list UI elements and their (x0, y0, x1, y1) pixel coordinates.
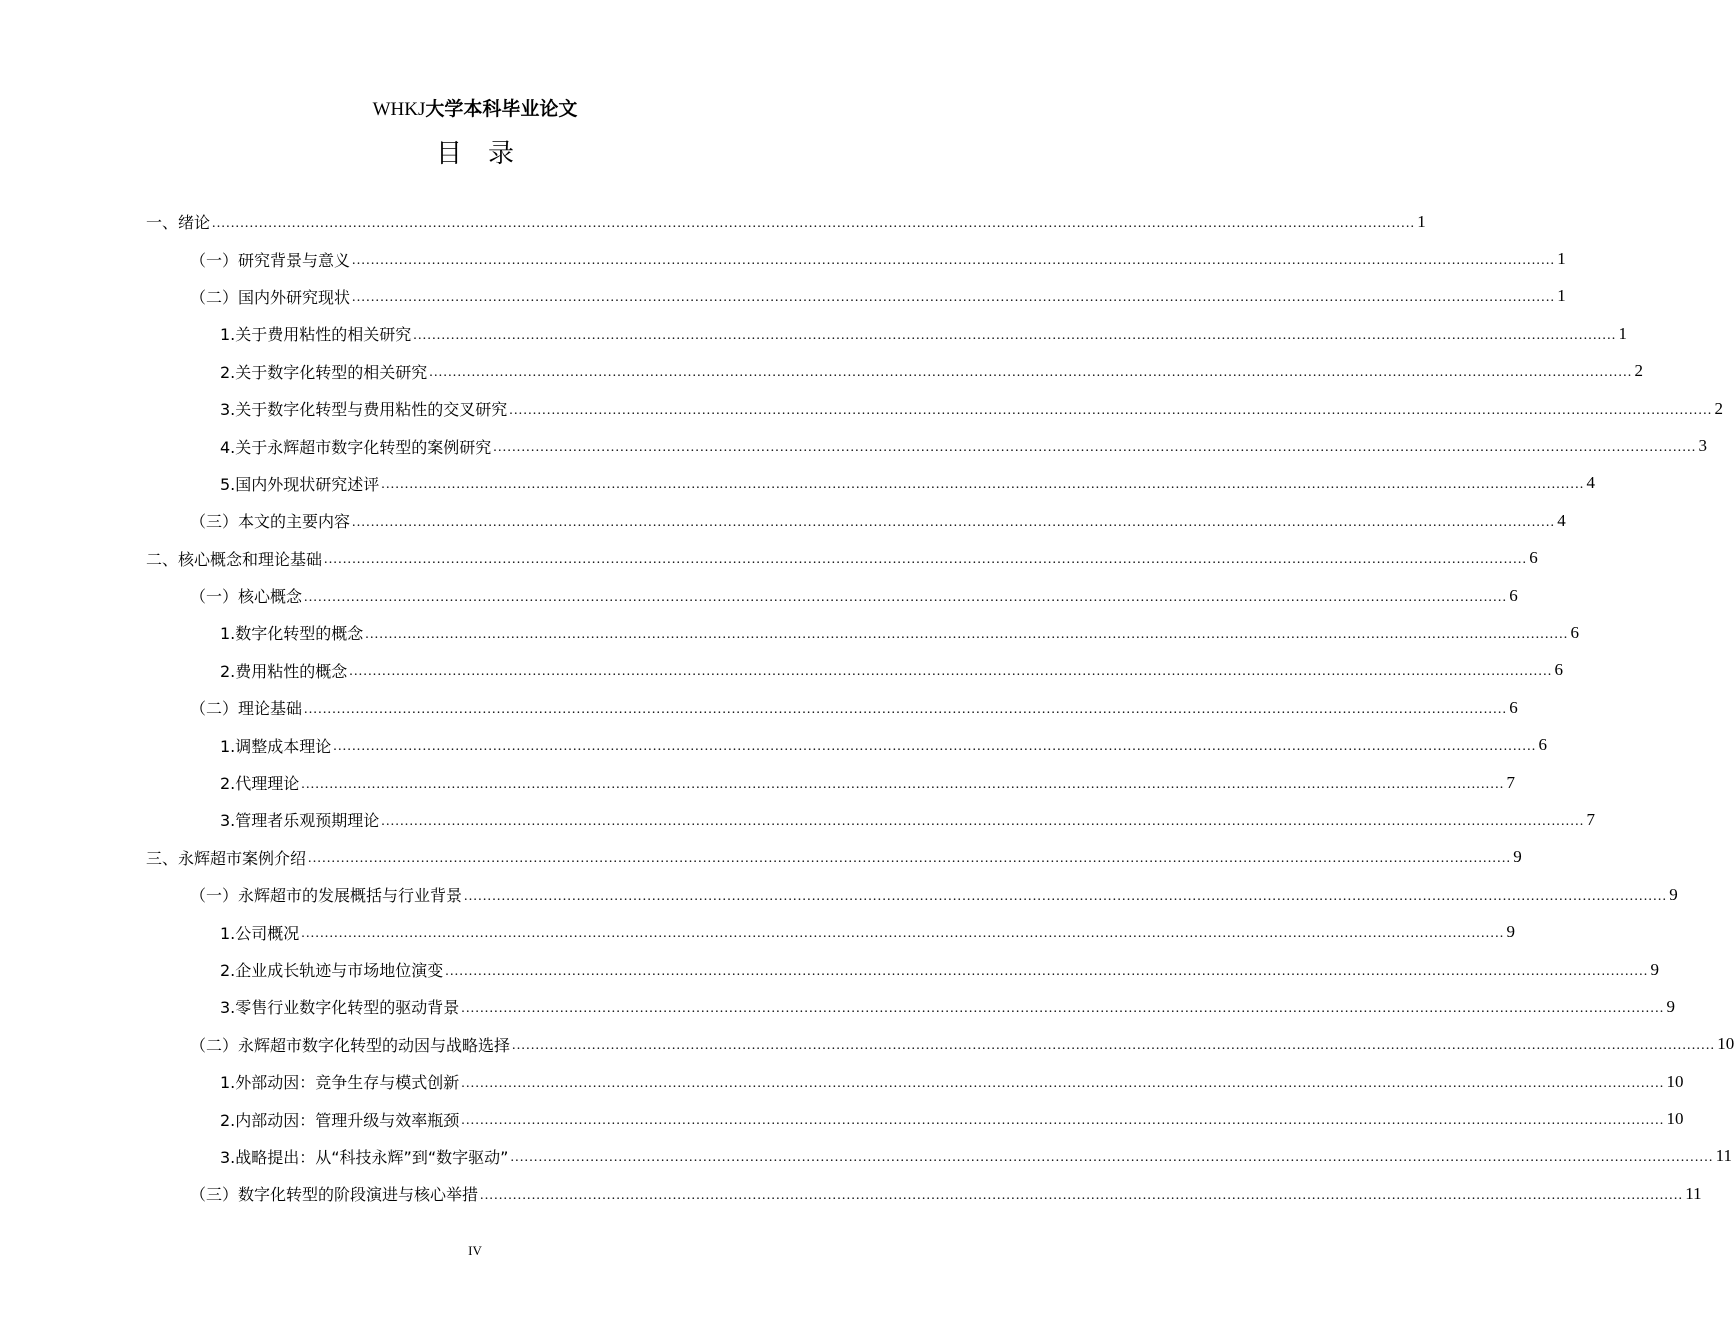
toc-entry[interactable] (220, 726, 1547, 763)
toc-entry-page-number: 10 (1717, 1034, 1734, 1054)
dot-leader: ................................................................................................................................................................................................................................................................ (365, 626, 1569, 642)
dot-leader: ................................................................................................................................................................................................................................................................ (480, 1187, 1684, 1203)
dot-leader: ................................................................................................................................................................................................................................................................ (324, 552, 1528, 568)
toc-entry-page-number: 6 (1554, 660, 1563, 680)
dot-leader: ................................................................................................................................................................................................................................................................ (509, 402, 1713, 418)
toc-entry-label: （二）理论基础 (190, 699, 303, 719)
toc-entry[interactable] (190, 577, 1518, 614)
toc-entry[interactable] (220, 315, 1627, 352)
dot-leader: ................................................................................................................................................................................................................................................................ (212, 215, 1416, 231)
toc-entry-page-number: 4 (1557, 510, 1566, 530)
page-number: IV (468, 1243, 482, 1258)
toc-entry[interactable] (220, 913, 1515, 950)
toc-entry-page-number: 3 (1698, 436, 1707, 456)
toc-entry-label: 1.公司概况 (220, 923, 300, 943)
toc-entry-label: 1.关于费用粘性的相关研究 (220, 325, 412, 345)
dot-leader: ................................................................................................................................................................................................................................................................ (381, 813, 1585, 829)
toc-entry-page-number: 11 (1715, 1146, 1733, 1166)
toc-entry-label: 2.代理理论 (220, 774, 300, 794)
toc-entry-label: 一、绪论 (146, 213, 211, 233)
dot-leader: ................................................................................................................................................................................................................................................................ (301, 776, 1505, 792)
toc-entry-label: 3.战略提出：从“科技永辉”到“数字驱动” (220, 1147, 509, 1167)
toc-entry-page-number: 6 (1529, 548, 1538, 568)
toc-entry-label: 2.关于数字化转型的相关研究 (220, 362, 428, 382)
dot-leader: ................................................................................................................................................................................................................................................................ (461, 1113, 1665, 1129)
toc-entry-page-number: 11 (1685, 1183, 1702, 1203)
dot-leader: ................................................................................................................................................................................................................................................................ (464, 888, 1668, 904)
toc-entry-label: 3.管理者乐观预期理论 (220, 811, 380, 831)
dot-leader: ................................................................................................................................................................................................................................................................ (304, 701, 1508, 717)
toc-entry-label: 2.费用粘性的概念 (220, 661, 348, 681)
toc-entry[interactable] (190, 1175, 1702, 1212)
toc-entry-label: （一）核心概念 (190, 587, 303, 607)
dot-leader: ................................................................................................................................................................................................................................................................ (352, 253, 1556, 269)
toc-entry-page-number: 7 (1586, 809, 1595, 829)
dot-leader: ................................................................................................................................................................................................................................................................ (352, 514, 1556, 530)
toc-entry-page-number: 6 (1509, 697, 1518, 717)
header-document-type: 大学本科毕业论文 (425, 98, 578, 120)
toc-entry-page-number: 9 (1513, 847, 1522, 867)
dot-leader: ................................................................................................................................................................................................................................................................ (301, 926, 1505, 942)
toc-entry[interactable] (220, 951, 1659, 988)
toc-entry-page-number: 9 (1669, 884, 1678, 904)
toc-entry-label: （三）本文的主要内容 (190, 512, 351, 532)
dot-leader: ................................................................................................................................................................................................................................................................ (493, 440, 1697, 456)
toc-entry-label: （二）永辉超市数字化转型的动因与战略选择 (190, 1035, 511, 1055)
toc-entry-page-number: 2 (1634, 361, 1643, 381)
toc-entry[interactable] (146, 540, 1538, 577)
toc-entry-label: （二）国内外研究现状 (190, 287, 351, 307)
header-school-code: WHKJ (372, 99, 426, 120)
toc-entry[interactable] (220, 427, 1707, 464)
toc-entry[interactable] (220, 353, 1643, 390)
toc-entry[interactable] (190, 876, 1678, 913)
dot-leader: ................................................................................................................................................................................................................................................................ (333, 739, 1537, 755)
toc-entry[interactable] (190, 502, 1566, 539)
toc-entry-page-number: 2 (1714, 398, 1723, 418)
toc-entry-page-number: 1 (1417, 211, 1426, 231)
toc-entry[interactable] (146, 203, 1426, 240)
dot-leader: ................................................................................................................................................................................................................................................................ (308, 851, 1512, 867)
dot-leader: ................................................................................................................................................................................................................................................................ (413, 327, 1617, 343)
toc-entry[interactable] (220, 614, 1579, 651)
dot-leader: ................................................................................................................................................................................................................................................................ (510, 1150, 1714, 1166)
document-header (0, 96, 950, 123)
toc-entry-label: 2.企业成长轨迹与市场地位演变 (220, 961, 444, 980)
toc-entry[interactable] (146, 839, 1522, 876)
toc-entry-label: 5.国内外现状研究述评 (220, 474, 380, 494)
toc-entry[interactable] (220, 801, 1595, 838)
toc-entry-page-number: 6 (1538, 735, 1547, 755)
toc-entry[interactable] (190, 278, 1566, 315)
toc-entry[interactable] (220, 1100, 1684, 1137)
toc-entry[interactable] (190, 240, 1566, 277)
toc-entry-label: 三、永辉超市案例介绍 (146, 848, 307, 868)
dot-leader: ................................................................................................................................................................................................................................................................ (512, 1038, 1716, 1054)
toc-entry-page-number: 9 (1666, 996, 1675, 1016)
toc-entry-page-number: 6 (1509, 585, 1518, 605)
toc-entry-label: （一）研究背景与意义 (190, 250, 351, 270)
toc-entry-label: 2.内部动因：管理升级与效率瓶颈 (220, 1110, 460, 1130)
table-of-contents (0, 203, 1734, 1213)
toc-entry-page-number: 10 (1666, 1071, 1684, 1091)
dot-leader: ................................................................................................................................................................................................................................................................ (461, 1075, 1665, 1091)
toc-entry[interactable] (220, 390, 1723, 427)
dot-leader: ................................................................................................................................................................................................................................................................ (304, 589, 1508, 605)
toc-entry[interactable] (220, 465, 1595, 502)
toc-entry[interactable] (220, 652, 1563, 689)
toc-entry-page-number: 7 (1506, 772, 1515, 792)
toc-entry-label: 1.调整成本理论 (220, 736, 332, 756)
toc-entry-page-number: 1 (1618, 323, 1627, 343)
toc-entry-label: （一）永辉超市的发展概括与行业背景 (190, 886, 463, 906)
toc-entry-label: 二、核心概念和理论基础 (146, 549, 323, 569)
toc-entry-page-number: 1 (1557, 286, 1566, 306)
toc-entry[interactable] (220, 764, 1515, 801)
dot-leader: ................................................................................................................................................................................................................................................................ (429, 365, 1633, 381)
toc-entry-page-number: 6 (1570, 622, 1579, 642)
toc-entry-page-number: 10 (1666, 1109, 1684, 1129)
toc-entry-page-number: 9 (1650, 959, 1659, 979)
toc-entry-label: 3.关于数字化转型与费用粘性的交叉研究 (220, 400, 508, 420)
page-title: 目录 (435, 139, 540, 169)
toc-entry-label: 3.零售行业数字化转型的驱动背景 (220, 998, 460, 1018)
toc-entry-page-number: 1 (1557, 249, 1566, 269)
toc-entry-page-number: 9 (1506, 922, 1515, 942)
toc-entry[interactable] (220, 1138, 1733, 1175)
toc-entry-label: 4.关于永辉超市数字化转型的案例研究 (220, 437, 492, 457)
toc-entry[interactable] (220, 1063, 1684, 1100)
dot-leader: ................................................................................................................................................................................................................................................................ (445, 963, 1649, 979)
toc-entry-label: 1.外部动因：竞争生存与模式创新 (220, 1073, 460, 1093)
dot-leader: ................................................................................................................................................................................................................................................................ (461, 1000, 1665, 1016)
toc-entry-label: 1.数字化转型的概念 (220, 624, 364, 644)
toc-entry-label: （三）数字化转型的阶段演进与核心举措 (190, 1185, 479, 1205)
dot-leader: ................................................................................................................................................................................................................................................................ (352, 290, 1556, 306)
toc-entry[interactable] (190, 689, 1518, 726)
toc-entry-page-number: 4 (1586, 473, 1595, 493)
toc-entry[interactable] (220, 988, 1675, 1025)
dot-leader: ................................................................................................................................................................................................................................................................ (381, 477, 1585, 493)
toc-entry[interactable] (190, 1026, 1734, 1063)
dot-leader: ................................................................................................................................................................................................................................................................ (349, 664, 1553, 680)
